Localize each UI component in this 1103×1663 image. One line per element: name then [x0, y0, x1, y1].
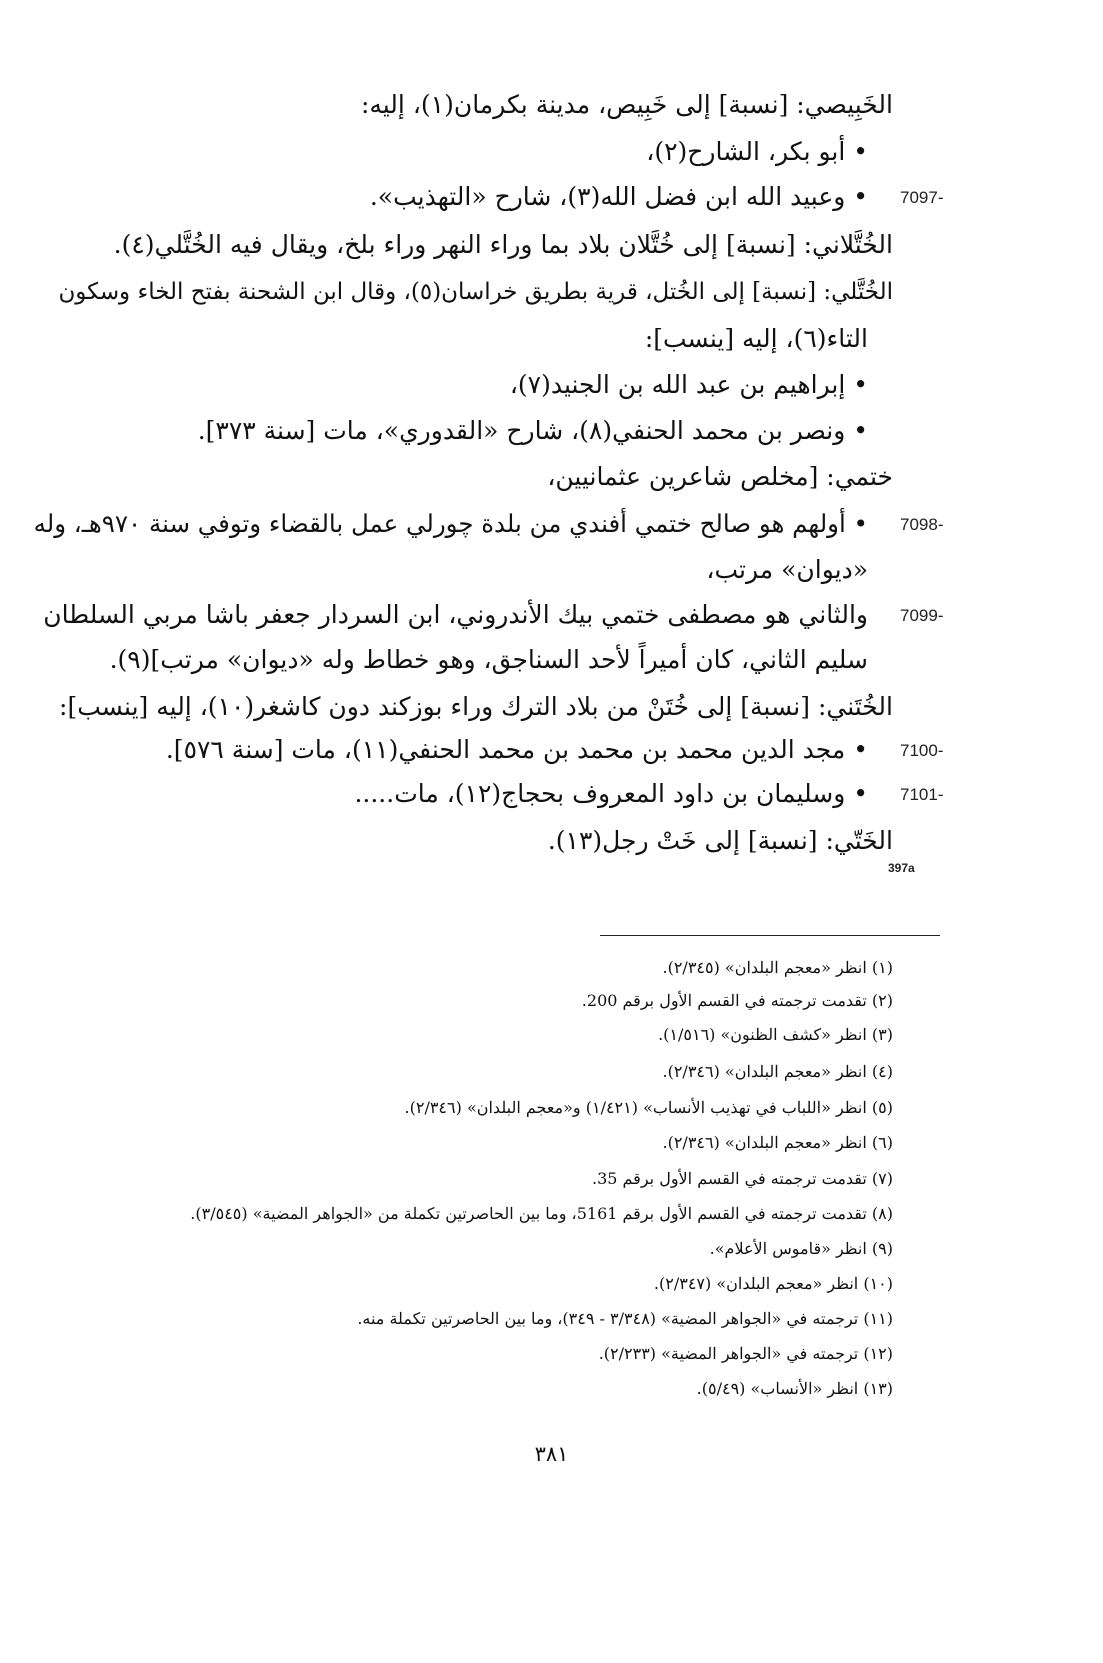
footnote: (٨) تقدمت ترجمته في القسم الأول برقم 5161، وما بين الحاصرتين تكملة من «الجواهر المضية» (٣/٥٤٥). [190, 1204, 893, 1223]
footnote: (٧) تقدمت ترجمته في القسم الأول برقم 35. [591, 1169, 893, 1188]
entry-line: التاء(٦)، إليه [ينسب]: [644, 324, 868, 353]
entry-number: 7100- [900, 741, 944, 760]
entry-line: • وعبيد الله ابن فضل الله(٣)، شارح «التهذيب». [369, 182, 868, 211]
footnote: (١٠) انظر «معجم البلدان» (٢/٣٤٧). [653, 1274, 893, 1293]
entry-number: 7097- [900, 188, 944, 207]
footnote: (١) انظر «معجم البلدان» (٢/٣٤٥). [662, 958, 893, 977]
entry-line: الخَتّي: [نسبة] إلى خَتْ رجل(١٣). [547, 826, 893, 855]
entry-line: الخُتَّلاني: [نسبة] إلى خُتَّلان بلاد بما وراء النهر وراء بلخ، ويقال فيه الخُتَّلي(٤). [113, 230, 893, 259]
entry-line: «ديوان» مرتب، [706, 555, 868, 584]
entry-number: 7101- [900, 785, 944, 804]
entry-line: الخُتَني: [نسبة] إلى خُتَنْ من بلاد الترك وراء بوزكند دون كاشغر(١٠)، إليه [ينسب]: [59, 692, 893, 721]
footnote: (٣) انظر «كشف الظنون» (١/٥١٦). [658, 1025, 893, 1044]
entry-line: • أولهم هو صالح ختمي أفندي من بلدة چورلي عمل بالقضاء وتوفي سنة ٩٧٠هـ، وله [33, 509, 868, 538]
entry-number: 7098- [900, 515, 944, 534]
entry-line: ختمي: [مخلص شاعرين عثمانيين، [547, 462, 893, 491]
footnote: (٩) انظر «قاموس الأعلام». [709, 1239, 893, 1258]
footnote: (١٣) انظر «الأنساب» (٥/٤٩). [696, 1379, 893, 1398]
entry-line: • أبو بكر، الشارح(٢)، [646, 137, 868, 166]
entry-line: • مجد الدين محمد بن محمد بن محمد الحنفي(١١)، مات [سنة ٥٧٦]. [165, 735, 868, 764]
footnote: (١١) ترجمته في «الجواهر المضية» (٣/٣٤٨ - ٣٤٩)، وما بين الحاصرتين تكملة منه. [357, 1309, 893, 1328]
entry-line: الخُتَّلي: [نسبة] إلى الخُتل، قرية بطريق خراسان(٥)، وقال ابن الشحنة بفتح الخاء وسكون [58, 279, 893, 305]
footnote: (٤) انظر «معجم البلدان» (٢/٣٤٦). [662, 1062, 893, 1081]
entry-line: الخَبِيصي: [نسبة] إلى خَبِيص، مدينة بكرمان(١)، إليه: [360, 90, 893, 119]
footnote-separator [600, 935, 940, 936]
entry-line: • وسليمان بن داود المعروف بحجاج(١٢)، مات..... [354, 779, 868, 808]
page-number: ٣٨١ [534, 1442, 569, 1466]
entry-line: • ونصر بن محمد الحنفي(٨)، شارح «القدوري»، مات [سنة ٣٧٣]. [197, 416, 868, 445]
footnote: (٥) انظر «اللباب في تهذيب الأنساب» (١/٤٢١) و«معجم البلدان» (٢/٣٤٦). [404, 1098, 893, 1117]
entry-line: سليم الثاني، كان أميراً لأحد السناجق، وهو خطاط وله «ديوان» مرتب](٩). [109, 645, 868, 674]
footnote: (٢) تقدمت ترجمته في القسم الأول برقم 200. [581, 991, 893, 1010]
entry-line: والثاني هو مصطفى ختمي بيك الأندروني، ابن السردار جعفر باشا مربي السلطان [43, 600, 868, 629]
footnote: (١٢) ترجمته في «الجواهر المضية» (٢/٢٣٣). [598, 1344, 893, 1363]
manuscript-folio-marker: 397a [888, 861, 915, 875]
entry-line: • إبراهيم بن عبد الله بن الجنيد(٧)، [509, 370, 868, 399]
entry-number: 7099- [900, 606, 944, 625]
footnote: (٦) انظر «معجم البلدان» (٢/٣٤٦). [662, 1133, 893, 1152]
